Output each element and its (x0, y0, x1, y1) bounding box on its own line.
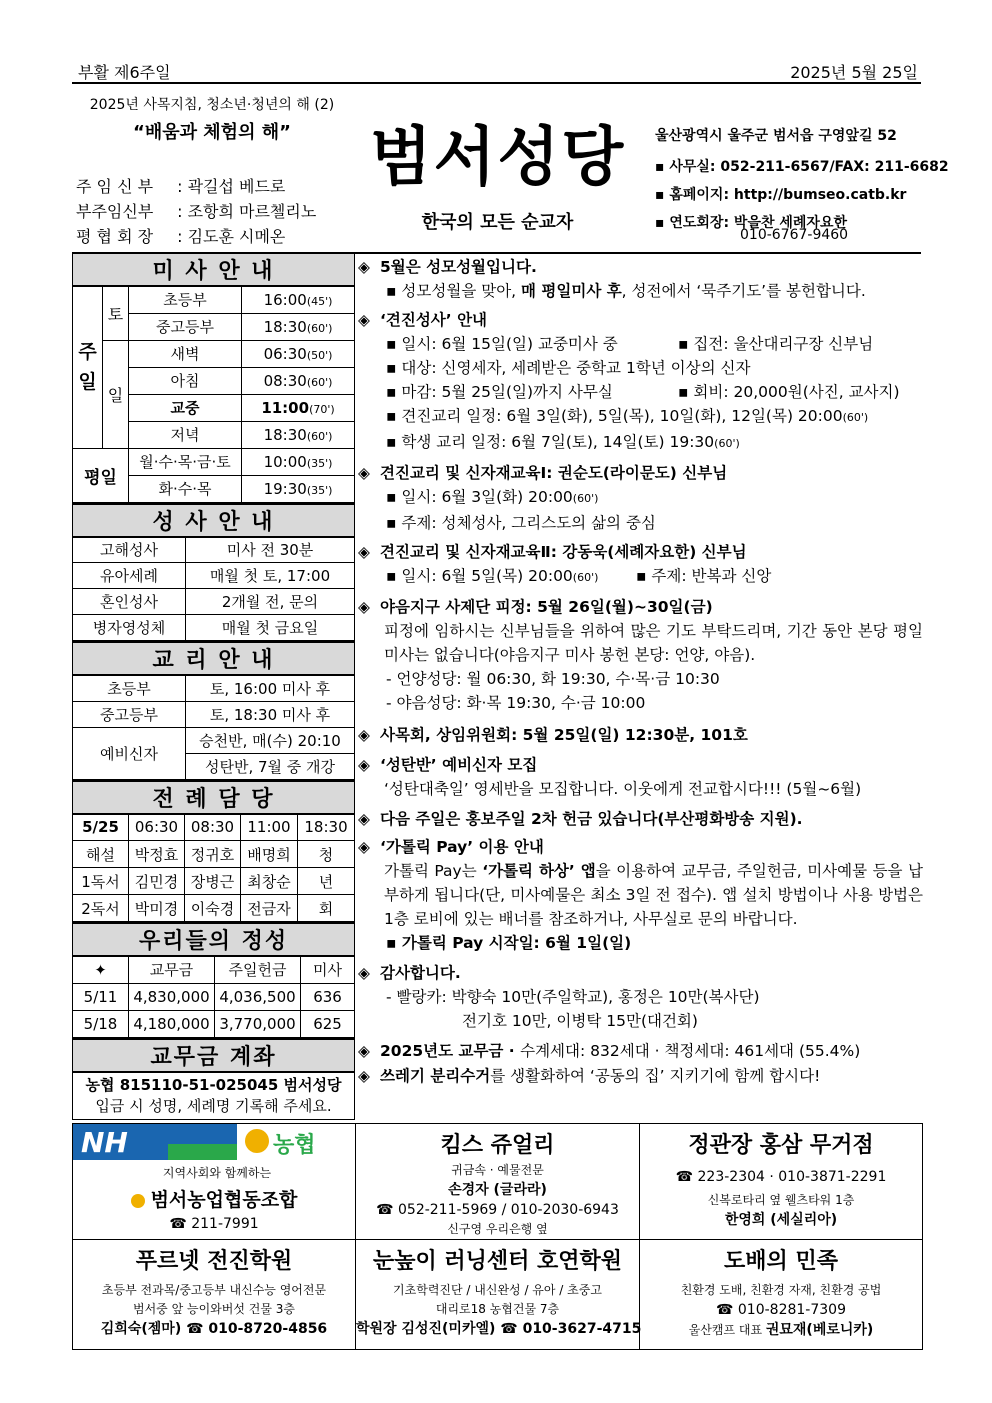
liturgy-cell: 김민경 (129, 868, 185, 895)
notice-title: 견진교리 및 신자재교육Ⅰ: 권순도(라이문도) 신부님 (380, 464, 728, 482)
sparkle-icon: ✦ (73, 956, 129, 983)
notice-thanks (358, 961, 923, 1033)
notice-recycling: ◈ 쓰레기 분리수거를 생활화하여 ‘공동의 집’ 지키기에 함께 합시다! (358, 1064, 923, 1088)
notice-line: - 언양성당: 월 06:30, 화 19:30, 수·목·금 10:30 (386, 670, 720, 688)
notice-title: ‘견진성사’ 안내 (380, 311, 488, 329)
ad-owner: 울산캠프 대표 권묘재(베로니카) (688, 1322, 874, 1338)
notice-education-2 (358, 540, 923, 590)
nh-green-band (168, 1144, 238, 1160)
account-title: 교무금 계좌 (73, 1039, 355, 1072)
offering-table (72, 922, 355, 1038)
mass-time: 06:30(50') (242, 340, 355, 367)
liturgy-head: 11:00 (241, 814, 298, 841)
council-head: ▪ 연도회장: 박을찬 세례자요한 (655, 215, 847, 231)
notice-line: ▪ 가톨릭 Pay 시작일: 6월 1일(일) (386, 934, 632, 952)
sacrament-table (72, 503, 355, 642)
notices-column (358, 255, 923, 1089)
offering-head: 교무금 (129, 956, 215, 983)
catechism-name: 예비신자 (73, 727, 186, 779)
sacrament-value: 매월 첫 금요일 (186, 615, 355, 641)
notice-confirmation (358, 308, 923, 456)
mass-name: 새벽 (129, 340, 242, 367)
liturgy-cell: 배명희 (241, 841, 298, 868)
ad-ginseng (640, 1124, 923, 1240)
diamond-icon: ◈ (358, 258, 370, 276)
diamond-icon: ◈ (358, 464, 370, 482)
mass-time: 19:30(35') (242, 475, 355, 502)
diamond-icon: ◈ (358, 311, 370, 329)
nh-banner (73, 1124, 355, 1160)
liturgy-title: 전 례 담 당 (73, 781, 355, 814)
saturday-label: 토 (103, 286, 129, 340)
church-name: 범서성당 (369, 121, 626, 195)
offering-head: 주일헌금 (215, 956, 301, 983)
nh-emblem-icon (131, 1194, 145, 1208)
offering-cell: 4,830,000 (129, 983, 215, 1010)
motto-line: 2025년 사목지침, 청소년·청년의 해 (2) (89, 97, 335, 113)
notice-title: ‘성탄반’ 예비신자 모집 (380, 756, 538, 774)
ad-title: 도배의 민족 (724, 1249, 838, 1274)
liturgy-table (72, 780, 355, 923)
account-number: 농협 815110-51-025045 범서성당 (85, 1075, 342, 1094)
liturgy-role: 해설 (73, 841, 129, 868)
liturgy-cell: 박정효 (129, 841, 185, 868)
top-rule (72, 82, 921, 84)
mass-name: 화·수·목 (129, 475, 242, 502)
mass-time: 18:30(60') (242, 313, 355, 340)
sacrament-value: 2개월 전, 문의 (186, 589, 355, 615)
ad-line: 신구영 우리은행 옆 (447, 1222, 548, 1236)
account-note: 입금 시 성명, 세례명 기록해 주세요. (95, 1096, 332, 1115)
mass-table (72, 252, 355, 503)
notice-line: 전기호 10만, 이병탁 15만(대건회) (462, 1012, 698, 1030)
nh-logo: NH (81, 1126, 128, 1159)
ad-title: 눈높이 러닝센터 호연학원 (372, 1249, 623, 1274)
notice-line: ▪ 일시: 6월 15일(일) 교중미사 중 ▪ 집전: 울산대리구장 신부님 (386, 335, 874, 353)
notice-line: ▪ 학생 교리 일정: 6월 7일(토), 14일(토) 19:30(60') (386, 433, 740, 451)
catechism-name: 초등부 (73, 675, 186, 701)
ad-line: 귀금속 · 예물전문 (451, 1163, 544, 1177)
notice-recruit (358, 753, 923, 801)
offering-date: 5/11 (73, 983, 129, 1010)
nh-name-box (237, 1124, 355, 1160)
offering-head: 미사 (301, 956, 355, 983)
staff-row: 주 임 신 부 : 곽길섭 베드로 (76, 177, 286, 196)
notice-title: 감사합니다. (380, 964, 461, 982)
church-subtitle: 한국의 모든 순교자 (421, 212, 574, 233)
diamond-icon: ◈ (358, 1067, 370, 1085)
notice-title: 야음지구 사제단 피정: 5월 26일(월)~30일(금) (380, 598, 713, 616)
ad-line: 친환경 도배, 친환경 자재, 친환경 공법 (680, 1283, 882, 1297)
nh-emblem-icon (245, 1129, 269, 1153)
liturgy-cell: 최창순 (241, 868, 298, 895)
mass-time: 18:30(60') (242, 421, 355, 448)
ad-owner: 김희숙(젬마) ☎ 010-8720-4856 (100, 1321, 328, 1337)
liturgy-cell: 이숙경 (185, 895, 241, 922)
diamond-icon: ◈ (358, 964, 370, 982)
notice-title: 사목회, 상임위원회: 5월 25일(일) 12:30분, 101호 (380, 726, 748, 744)
liturgy-cell: 정귀호 (185, 841, 241, 868)
account-table (72, 1038, 355, 1121)
ad-line: 대리로18 농협건물 7층 (435, 1302, 560, 1316)
diamond-icon: ◈ (358, 838, 370, 856)
notice-line: ▪ 견진교리 일정: 6월 3일(화), 5일(목), 10일(화), 12일(목) 20:00(60') (386, 407, 869, 425)
catechism-value: 토, 16:00 미사 후 (186, 675, 355, 701)
mass-name: 월·수·목·금·토 (129, 448, 242, 475)
mass-title: 미 사 안 내 (73, 253, 355, 286)
ad-phone: ☎ 211-7991 (169, 1216, 259, 1232)
offering-cell: 4,180,000 (129, 1010, 215, 1037)
staff-list (76, 174, 316, 249)
notice-title: 견진교리 및 신자재교육Ⅱ: 강동욱(세례자요한) 신부님 (380, 543, 747, 561)
catechism-value: 성탄반, 7월 중 개강 (186, 753, 355, 779)
account-info (73, 1072, 355, 1120)
notice-retreat (358, 595, 923, 715)
notice-education-1 (358, 461, 923, 535)
ad-name: 범서농업협동조합 (73, 1185, 355, 1212)
motto: “배움과 체험의 해” (133, 122, 291, 143)
offering-cell: 636 (301, 983, 355, 1010)
ad-owner: 한영희 (세실리아) (724, 1212, 838, 1228)
notice-title: ‘가톨릭 Pay’ 이용 안내 (380, 838, 544, 856)
diamond-icon: ◈ (358, 726, 370, 744)
sacrament-name: 혼인성사 (73, 589, 186, 615)
mass-time: 10:00(35') (242, 448, 355, 475)
sacrament-name: 병자영성체 (73, 615, 186, 641)
issue-date: 2025년 5월 25일 (790, 63, 918, 82)
notice-paragraph: ‘성탄대축일’ 영세반을 모집합니다. 이웃에게 전교합시다!!! (5월~6월) (384, 780, 862, 798)
liturgy-cell: 장병근 (185, 868, 241, 895)
liturgy-cell: 년 (298, 868, 355, 895)
diamond-icon: ◈ (358, 1042, 370, 1060)
ad-jewelry (356, 1124, 640, 1240)
ad-title: 정관장 홍삼 무거점 (688, 1133, 874, 1158)
notice-paragraph: 피정에 임하시는 신부님들을 위하여 많은 기도 부탁드리며, 기간 동안 본당 평일 미사는 없습니다(야음지구 미사 봉헌 본당: 언양, 야음). (384, 622, 923, 664)
contact-list (655, 153, 949, 237)
diamond-icon: ◈ (358, 543, 370, 561)
ad-subtitle: 지역사회와 함께하는 (162, 1166, 272, 1180)
sunday-label: 주 일 (73, 286, 103, 448)
ad-academy-2 (356, 1240, 640, 1350)
sacrament-value: 미사 전 30분 (186, 537, 355, 563)
ad-academy-1 (73, 1240, 356, 1350)
sunday-day-label: 일 (103, 340, 129, 448)
weekday-label: 평일 (73, 448, 129, 502)
ad-line: 신복로타리 옆 웰츠타워 1층 (707, 1193, 855, 1207)
offering-cell: 625 (301, 1010, 355, 1037)
offering-cell: 3,770,000 (215, 1010, 301, 1037)
mass-name: 아침 (129, 367, 242, 394)
liturgy-cell: 전금자 (241, 895, 298, 922)
diamond-icon: ◈ (358, 598, 370, 616)
offering-title: 우리들의 정성 (73, 923, 355, 956)
catechism-table (72, 641, 355, 780)
notice-title: 5월은 성모성월입니다. (380, 258, 537, 276)
sacrament-name: 유아세례 (73, 563, 186, 589)
ad-line: 기초학력진단 / 내신완성 / 유아 / 초중고 (393, 1283, 602, 1297)
liturgy-cell: 박미경 (129, 895, 185, 922)
ad-wallpaper (640, 1240, 923, 1350)
notice-may (358, 255, 923, 303)
ad-line: 범서중 앞 능이와버섯 건물 3층 (133, 1302, 295, 1316)
ad-owner: 학원장 김성진(미카엘) ☎ 010-3627-4715 (356, 1321, 642, 1337)
left-column (72, 252, 354, 1120)
sacrament-title: 성 사 안 내 (73, 504, 355, 537)
offering-cell: 4,036,500 (215, 983, 301, 1010)
notice-title: 다음 주일은 홍보주일 2차 헌금 있습니다(부산평화방송 지원). (380, 810, 803, 828)
mass-name: 저녁 (129, 421, 242, 448)
liturgy-role: 1독서 (73, 868, 129, 895)
notice-paragraph: 가톨릭 Pay는 ‘가톨릭 하상’ 앱을 이용하여 교무금, 주일헌금, 미사예물 등을 납부하게 됩니다(단, 미사예물은 최소 3일 전 접수). 앱 설치 방법이나 사용 방법은 1층 로비에 있는 배너를 참조하거나, 사무실로 문의 바랍니다. (384, 862, 923, 928)
liturgy-cell: 회 (298, 895, 355, 922)
notice-line: ▪ 일시: 6월 3일(화) 20:00(60') (386, 488, 599, 506)
homepage-link[interactable]: ▪ 홈페이지: http://bumseo.catb.kr (655, 187, 907, 203)
ad-title: 푸르넷 전진학원 (135, 1249, 293, 1274)
mass-name: 중고등부 (129, 313, 242, 340)
diamond-icon: ◈ (358, 810, 370, 828)
ads-grid (72, 1123, 923, 1350)
ad-nonghyup (73, 1124, 356, 1240)
offering-date: 5/18 (73, 1010, 129, 1037)
mass-name: 초등부 (129, 286, 242, 313)
liturgy-head: 06:30 (129, 814, 185, 841)
notice-line: - 야음성당: 화·목 19:30, 수·금 10:00 (386, 694, 646, 712)
ad-phone: ☎ 010-8281-7309 (716, 1302, 846, 1318)
liturgy-head: 5/25 (73, 814, 129, 841)
ad-line: 초등부 전과목/중고등부 내신수능 영어전문 (101, 1283, 327, 1297)
notice-line: ▪ 일시: 6월 5일(목) 20:00(60') ▪ 주제: 반복과 신앙 (386, 567, 772, 585)
sacrament-name: 고해성사 (73, 537, 186, 563)
mass-time: 11:00(70') (242, 394, 355, 421)
notice-collection (358, 807, 923, 831)
sacrament-value: 매월 첫 토, 17:00 (186, 563, 355, 589)
diamond-icon: ◈ (358, 756, 370, 774)
ad-phone: ☎ 223-2304 · 010-3871-2291 (675, 1169, 887, 1185)
nh-logo-text: 농협 (273, 1133, 316, 1158)
notice-line: ▪ 대상: 신영세자, 세례받은 중학교 1학년 이상의 신자 (386, 359, 751, 377)
liturgy-head: 18:30 (298, 814, 355, 841)
week-label: 부활 제6주일 (78, 63, 171, 82)
staff-row: 부주임신부 : 조항희 마르첼리노 (76, 202, 317, 221)
notice-line: ▪ 성모성월을 맞아, 매 평일미사 후, 성전에서 ‘묵주기도’를 봉헌합니다. (386, 282, 866, 300)
notice-council (358, 723, 923, 747)
office-phone: ▪ 사무실: 052-211-6567/FAX: 211-6682 (655, 159, 949, 175)
catechism-value: 승천반, 매(수) 20:10 (186, 727, 355, 753)
liturgy-cell: 청 (298, 841, 355, 868)
ad-phone: ☎ 052-211-5969 / 010-2030-6943 (376, 1202, 619, 1218)
mass-name: 교중 (129, 394, 242, 421)
mass-time: 08:30(60') (242, 367, 355, 394)
notice-dues: ◈ 2025년도 교무금 · 수계세대: 832세대 · 책정세대: 461세대 (55.4%) (358, 1039, 923, 1063)
ad-owner: 손경자 (글라라) (448, 1182, 547, 1198)
catechism-title: 교 리 안 내 (73, 642, 355, 675)
catechism-value: 토, 18:30 미사 후 (186, 701, 355, 727)
mass-time: 16:00(45') (242, 286, 355, 313)
notice-line: ▪ 주제: 성체성사, 그리스도의 삶의 중심 (386, 514, 656, 532)
catechism-name: 중고등부 (73, 701, 186, 727)
notice-pay (358, 835, 923, 955)
address: 울산광역시 울주군 범서읍 구영앞길 52 (655, 128, 897, 144)
staff-row: 평 협 회 장 : 김도훈 시메온 (76, 227, 286, 246)
notice-line: - 빨랑카: 박향숙 10만(주일학교), 홍정은 10만(복사단) (386, 988, 760, 1006)
council-phone: 010-6767-9460 (740, 227, 849, 243)
notice-line: ▪ 마감: 5월 25일(일)까지 사무실 ▪ 회비: 20,000원(사진, 교사지) (386, 383, 900, 401)
liturgy-head: 08:30 (185, 814, 241, 841)
ad-title: 킴스 쥬얼리 (440, 1133, 555, 1158)
liturgy-role: 2독서 (73, 895, 129, 922)
